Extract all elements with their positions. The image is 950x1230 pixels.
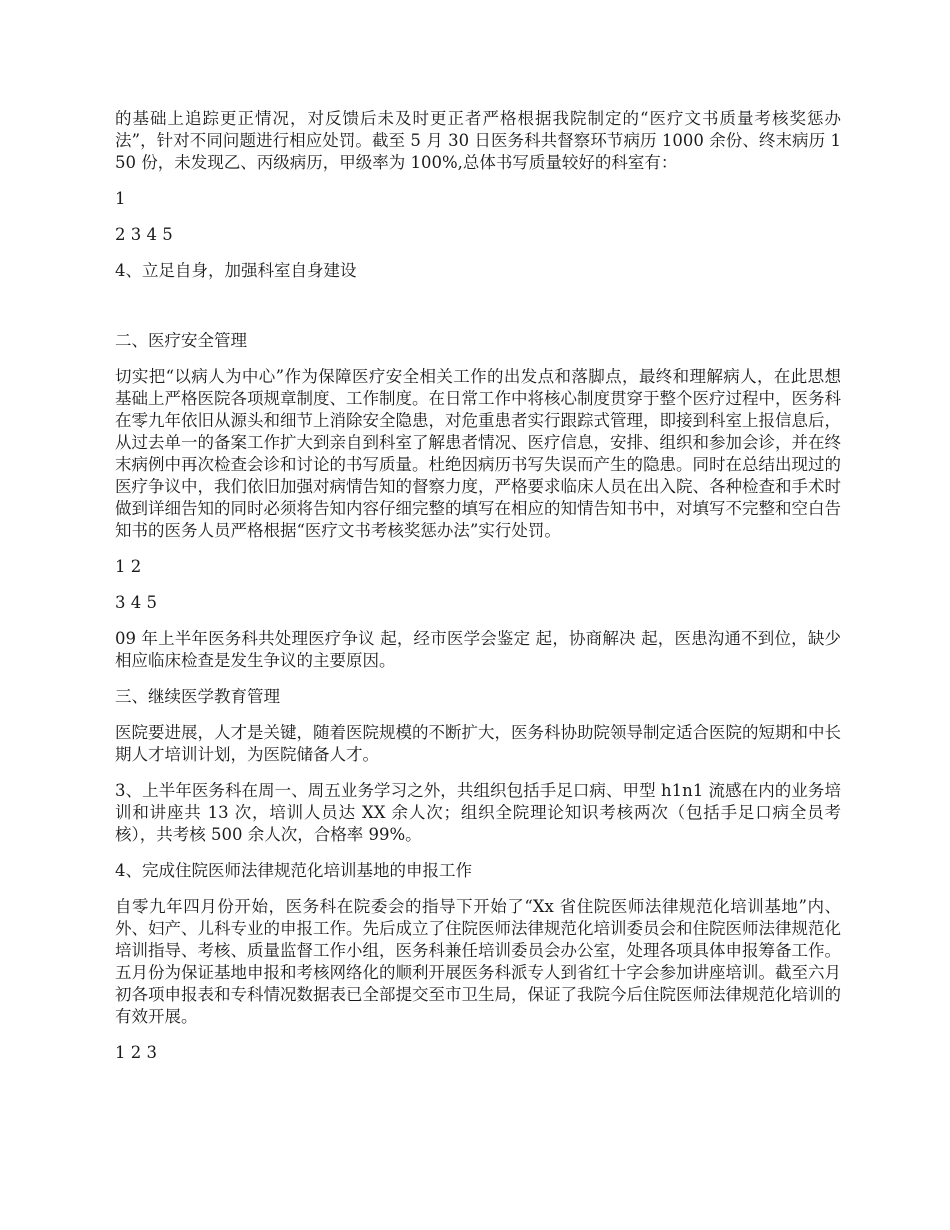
paragraph-safety-management: 切实把“以病人为中心”作为保障医疗安全相关工作的出发点和落脚点，最终和理解病人，在此思想基础上严格医院各项规章制度、工作制度。在日常工作中将核心制度贯穿于整个医疗过程中，医务科在零九年依旧从源头和细节上消除安全隐患，对危重患者实行跟踪式管理，即接到科室上报信息后，从过去单一的备案工作扩大到亲自到科室了解患者情况、医疗信息，安排、组织和参加会诊，并在终末病例中再次检查会诊和讨论的书写质量。杜绝因病历书写失误而产生的隐患。同时在总结出现过的医疗争议中，我们依旧加强对病情告知的督察力度，严格要求临床人员在出入院、各种检查和手术时做到详细告知的同时必须将告知内容仔细完整的填写在相应的知情告知书中，对填写不完整和空白告知书的医务人员严格根据“医疗文书考核奖惩办法”实行处罚。 <box>115 367 841 540</box>
paragraph-talent-plan: 医院要进展，人才是关键，随着医院规模的不断扩大，医务科协助院领导制定适合医院的短期和中长期人才培训计划，为医院储备人才。 <box>115 723 841 764</box>
section-heading-continuing-education: 三、继续医学教育管理 <box>115 687 280 706</box>
list-numbers-12: 1 2 <box>115 557 142 576</box>
subheading-residency-base: 4、完成住院医师法律规范化培训基地的申报工作 <box>115 861 472 880</box>
list-numbers-2345: 2 3 4 5 <box>115 225 173 244</box>
list-numbers-345: 3 4 5 <box>115 593 157 612</box>
paragraph-residency-application: 自零九年四月份开始，医务科在院委会的指导下开始了“Xx 省住院医师法律规范化培训基地”内、外、妇产、儿科专业的申报工作。先后成立了住院医师法律规范化培训委员会和住院医师法律规范化培训指导、考核、质量监督工作小组，医务科兼任培训委员会办公室，处理各项具体申报筹备工作。五月份为保证基地申报和考核网络化的顺利开展医务科派专人到省红十字会参加讲座培训。截至六月初各项申报表和专科情况数据表已全部提交至市卫生局，保证了我院今后住院医师法律规范化培训的有效开展。 <box>115 897 841 1026</box>
list-numbers-123: 1 2 3 <box>115 1043 157 1062</box>
paragraph-quality-check: 的基础上追踪更正情况，对反馈后未及时更正者严格根据我院制定的“医疗文书质量考核奖惩办法”，针对不同问题进行相应处罚。截至 5 月 30 日医务科共督察环节病历 1000 余份、终末病历 150 份，未发现乙、丙级病历，甲级率为 100%,总体书写质量较好的科室有： <box>115 109 841 172</box>
document-page <box>115 108 841 1078</box>
paragraph-disputes: 09 年上半年医务科共处理医疗争议 起，经市医学会鉴定 起，协商解决 起，医患沟通不到位，缺少相应临床检查是发生争议的主要原因。 <box>115 629 841 670</box>
subheading-self-building: 4、立足自身，加强科室自身建设 <box>115 261 357 280</box>
paragraph-training-sessions: 3、上半年医务科在周一、周五业务学习之外，共组织包括手足口病、甲型 h1n1 流感在内的业务培训和讲座共 13 次，培训人员达 XX 余人次；组织全院理论知识考核两次（包括手足口病全员考核），共考核 500 余人次，合格率 99%。 <box>115 781 841 844</box>
list-numbers-1: 1 <box>115 189 126 208</box>
section-heading-medical-safety: 二、医疗安全管理 <box>115 331 247 350</box>
